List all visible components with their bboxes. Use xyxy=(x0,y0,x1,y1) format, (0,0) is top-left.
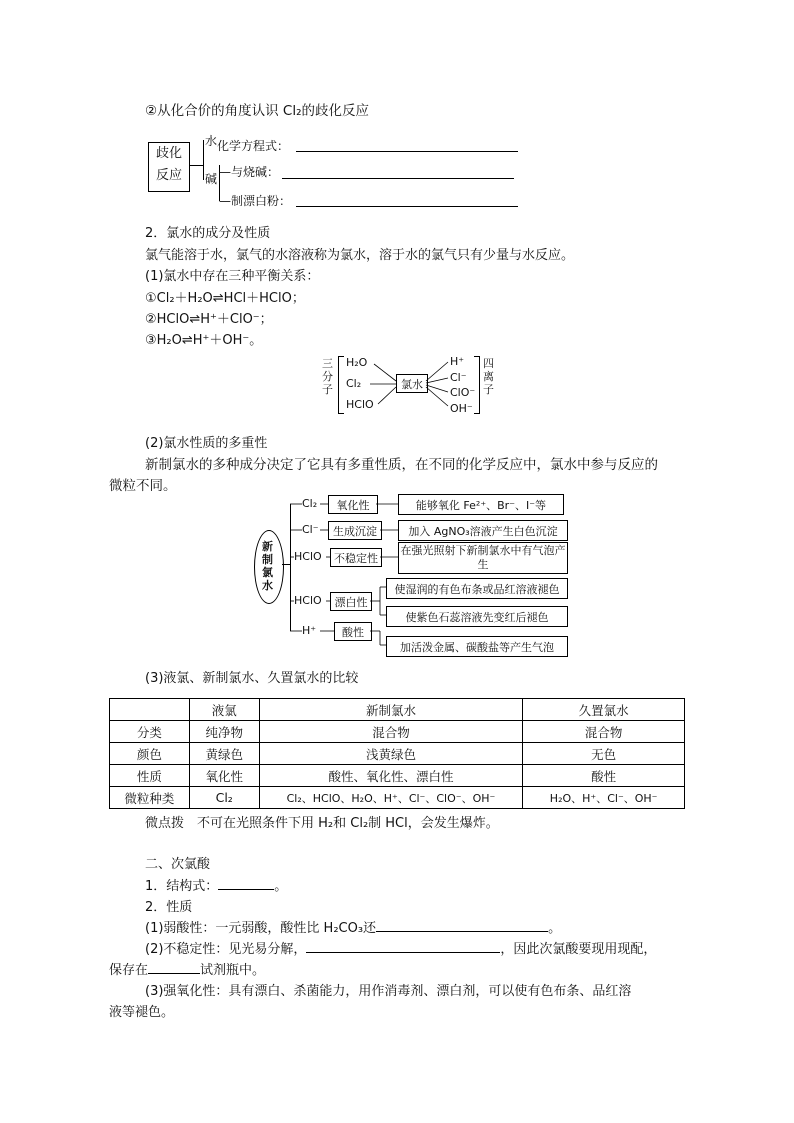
composition-diagram xyxy=(322,352,502,418)
molecule-h2o: H₂O xyxy=(346,356,368,369)
species-hclo-2: HClO xyxy=(294,594,322,607)
property-instability: 不稳定性 xyxy=(330,548,382,567)
table-row xyxy=(110,765,685,787)
equilibrium-2: ②HClO⇌H⁺＋ClO⁻； xyxy=(145,312,273,327)
answer-blank[interactable] xyxy=(218,877,274,890)
table-cell: 氧化性 xyxy=(189,765,259,787)
desc-instability: 在强光照射下新制氯水中有气泡产生 xyxy=(398,542,568,574)
section-heading-disproportionation: ②从化合价的角度认识 Cl₂的歧化反应 xyxy=(145,103,369,119)
table-row xyxy=(110,743,685,765)
structure-formula-line: 1．结构式： 。 xyxy=(145,879,288,894)
table-cell: 黄绿色 xyxy=(189,743,259,765)
table-cell: 纯净物 xyxy=(189,721,259,743)
caustic-soda-label: —与烧碱： xyxy=(219,165,280,179)
chlorine-water-box: 氯水 xyxy=(396,374,428,393)
table-row xyxy=(110,787,685,809)
table-cell: 无色 xyxy=(523,743,685,765)
multiplicity-heading: (2)氯水性质的多重性 xyxy=(145,436,268,451)
comparison-table xyxy=(109,698,685,809)
section-title-chlorine-water: 2．氯水的成分及性质 xyxy=(145,226,271,241)
three-molecules-label: 三 分 子 xyxy=(322,357,333,396)
comparison-heading: (3)液氯、新制氯水、久置氯水的比较 xyxy=(145,671,359,686)
disproportionation-diagram xyxy=(148,132,528,212)
desc-gas-bubbles: 加活泼金属、碳酸盐等产生气泡 xyxy=(386,636,568,657)
water-label: 水 xyxy=(205,134,218,148)
table-cell: 酸性 xyxy=(523,765,685,787)
table-row xyxy=(110,721,685,743)
table-cell: 浅黄绿色 xyxy=(259,743,523,765)
desc-oxidizing: 能够氧化 Fe²⁺、Br⁻、I⁻等 xyxy=(398,494,564,515)
tip-note: 微点拨 不可在光照条件下用 H₂和 Cl₂制 HCl，会发生爆炸。 xyxy=(145,816,499,831)
table-cell: 酸性、氧化性、漂白性 xyxy=(259,765,523,787)
table-cell: 微粒种类 xyxy=(110,787,190,809)
oxidizing-line-1: (3)强氧化性：具有漂白、杀菌能力，用作消毒剂、漂白剂，可以使有色布条、品红溶 xyxy=(145,984,632,999)
species-cl2: Cl₂ xyxy=(302,497,318,510)
reaction-label-box: 歧化 反应 xyxy=(148,142,190,192)
table-header-cell: 久置氯水 xyxy=(523,699,685,721)
property-oxidizing: 氧化性 xyxy=(328,495,378,514)
property-acidity: 酸性 xyxy=(334,622,372,641)
table-cell: 混合物 xyxy=(523,721,685,743)
table-header-cell xyxy=(110,699,190,721)
table-cell: Cl₂ xyxy=(189,787,259,809)
equilibrium-1: ①Cl₂＋H₂O⇌HCl＋HClO； xyxy=(145,291,305,306)
property-connector-lines xyxy=(250,490,580,660)
molecule-hclo: HClO xyxy=(346,398,374,411)
table-cell: 性质 xyxy=(110,765,190,787)
equation-label: 化学方程式： xyxy=(217,139,290,153)
property-bleaching: 漂白性 xyxy=(330,592,372,611)
oxidizing-line-2: 液等褪色。 xyxy=(109,1005,175,1020)
intro-text: 氯气能溶于水，氯气的水溶液称为氯水，溶于水的氯气只有少量与水反应。 xyxy=(145,248,575,263)
four-ions-label: 四 离 子 xyxy=(483,357,494,396)
base-label: 碱 xyxy=(205,172,218,186)
bleaching-powder-label: —制漂白粉： xyxy=(219,194,292,208)
answer-blank[interactable] xyxy=(306,940,500,953)
ion-oh: OH⁻ xyxy=(450,402,473,415)
desc-precipitation: 加入 AgNO₃溶液产生白色沉淀 xyxy=(398,520,568,541)
desc-litmus: 使紫色石蕊溶液先变红后褪色 xyxy=(386,606,568,627)
table-header-cell: 新制氯水 xyxy=(259,699,523,721)
ion-clo: ClO⁻ xyxy=(450,386,476,399)
ion-h: H⁺ xyxy=(450,355,465,368)
property-diagram xyxy=(250,490,580,660)
molecule-cl2: Cl₂ xyxy=(346,377,362,390)
table-cell: Cl₂、HClO、H₂O、H⁺、Cl⁻、ClO⁻、OH⁻ xyxy=(259,787,523,809)
table-cell: H₂O、H⁺、Cl⁻、OH⁻ xyxy=(523,787,685,809)
storage-line: 保存在 试剂瓶中。 xyxy=(109,963,266,978)
species-h-ion: H⁺ xyxy=(302,624,317,637)
species-cl-ion: Cl⁻ xyxy=(302,523,319,536)
answer-blank[interactable] xyxy=(148,961,200,974)
properties-heading: 2．性质 xyxy=(145,900,193,915)
desc-bleaching: 使湿润的有色布条或品红溶液褪色 xyxy=(386,578,568,599)
instability-line: (2)不稳定性：见光易分解， ，因此次氯酸要现用现配， xyxy=(145,942,657,957)
table-cell: 颜色 xyxy=(110,743,190,765)
ion-cl: Cl⁻ xyxy=(450,371,467,384)
table-cell: 分类 xyxy=(110,721,190,743)
table-header-cell: 液氯 xyxy=(189,699,259,721)
equilibria-heading: (1)氯水中存在三种平衡关系： xyxy=(145,269,320,284)
section-title-hypochlorous: 二、次氯酸 xyxy=(145,857,211,872)
fresh-chlorine-water-label: 新 制 氯 水 xyxy=(262,540,273,592)
multiplicity-desc-line2: 微粒不同。 xyxy=(109,478,177,494)
table-cell: 混合物 xyxy=(259,721,523,743)
weak-acidity-line: (1)弱酸性：一元弱酸，酸性比 H₂CO₃还 。 xyxy=(145,921,562,936)
answer-blank[interactable] xyxy=(376,919,548,932)
equilibrium-3: ③H₂O⇌H⁺＋OH⁻。 xyxy=(145,333,263,348)
species-hclo-1: HClO xyxy=(294,550,322,563)
table-header-row xyxy=(110,699,685,721)
property-precipitation: 生成沉淀 xyxy=(328,521,382,540)
multiplicity-desc-line1: 新制氯水的多种成分决定了它具有多重性质，在不同的化学反应中，氯水中参与反应的 xyxy=(145,457,658,473)
